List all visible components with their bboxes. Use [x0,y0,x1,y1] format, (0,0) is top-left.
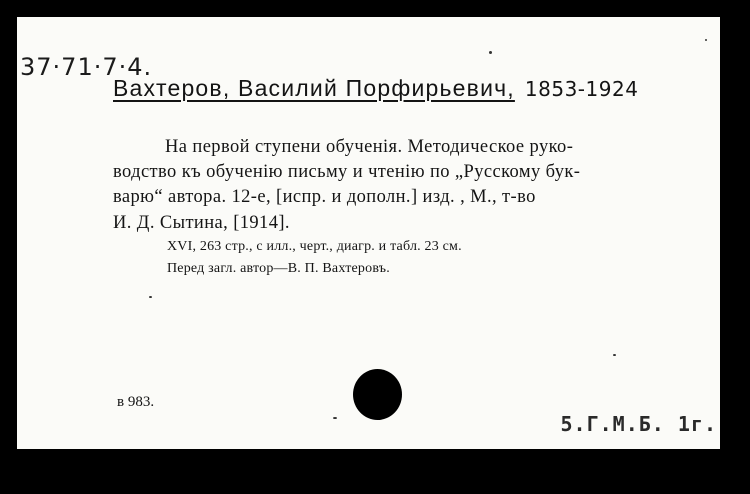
physical-description: XVI, 263 стр., с илл., черт., диагр. и табл. 23 см. [167,239,462,254]
title-note: Перед загл. автор—В. П. Вахтеровъ. [167,261,390,276]
call-number: 37·71·7·4. [20,53,153,81]
author-dates: 1853-1924 [524,77,639,101]
inventory-number: в 983. [117,394,155,410]
author-name: Вахтеров, Василий Порфирьевич, [113,75,515,101]
library-stamp: 5.Г.М.Б. 1г. [560,412,717,436]
catalog-card [17,17,720,449]
ink-speck [333,417,337,419]
ink-speck [489,51,492,54]
punch-hole [353,369,402,420]
ink-speck [149,296,152,298]
description-line: водство къ обученію письму и чтенію по „Русскому бук- [113,162,581,182]
description-line: На первой ступени обученія. Методическое руко- [165,137,574,157]
description-line: варю“ автора. 12-е, [испр. и дополн.] изд. , М., т-во [113,187,536,207]
description-line: И. Д. Сытина, [1914]. [113,213,290,233]
author-heading [113,75,638,102]
ink-speck [705,39,707,41]
ink-speck [613,354,616,356]
